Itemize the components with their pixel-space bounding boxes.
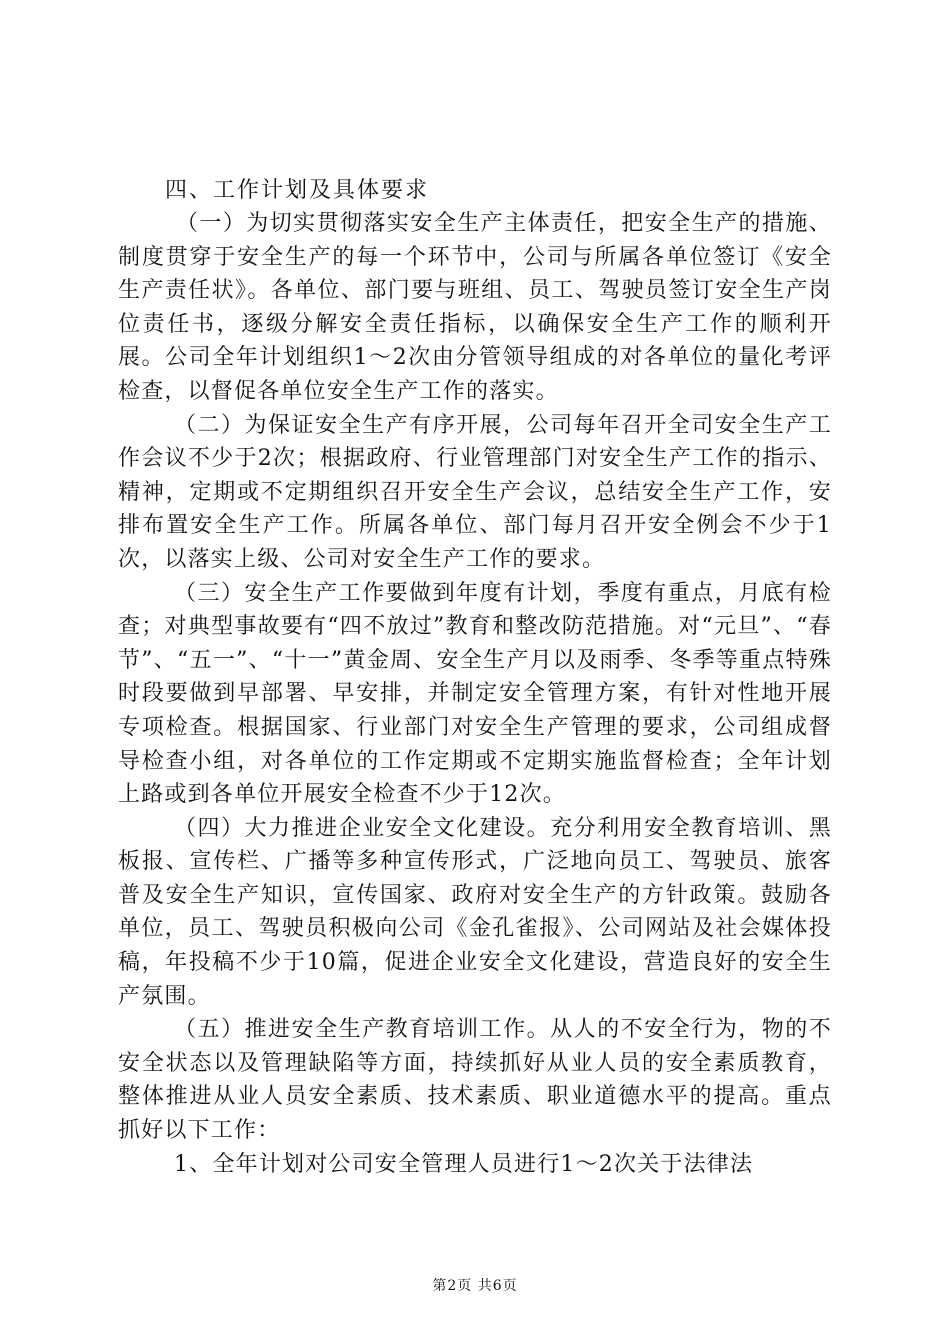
- paragraph-5: （五）推进安全生产教育培训工作。从人的不安全行为，物的不安全状态以及管理缺陷等方面，持续抓好从业人员的安全素质教育，整体推进从业人员安全素质、技术素质、职业道德水平的提高。重点抓好以下工作：: [118, 1017, 832, 1144]
- page-number-footer: 第2页 共6页: [432, 1278, 518, 1294]
- paragraph-3: （三）安全生产工作要做到年度有计划，季度有重点，月底有检查；对典型事故要有“四不放过”教育和整改防范措施。对“元旦”、“春节”、“五一”、“十一”黄金周、安全生产月以及雨季、冬季等重点特殊时段要做到早部署、早安排，并制定安全管理方案，有针对性地开展专项检查。根据国家、行业部门对安全生产管理的要求，公司组成督导检查小组，对各单位的工作定期或不定期实施监督检查；全年计划上路或到各单位开展安全检查不少于12次。: [118, 580, 832, 808]
- document-body: [118, 174, 832, 1181]
- paragraph-2: （二）为保证安全生产有序开展，公司每年召开全司安全生产工作会议不少于2次；根据政府、行业管理部门对安全生产工作的指示、精神，定期或不定期组织召开安全生产会议，总结安全生产工作，安排布置安全生产工作。所属各单位、部门每月召开安全例会不少于1次，以落实上级、公司对安全生产工作的要求。: [118, 412, 832, 572]
- section-heading: 四、工作计划及具体要求: [165, 178, 430, 203]
- paragraph-1: （一）为切实贯彻落实安全生产主体责任，把安全生产的措施、制度贯穿于安全生产的每一个环节中，公司与所属各单位签订《安全生产责任状》。各单位、部门要与班组、员工、驾驶员签订安全生产岗位责任书，逐级分解安全责任指标，以确保安全生产工作的顺利开展。公司全年计划组织1～2次由分管领导组成的对各单位的量化考评检查，以督促各单位安全生产工作的落实。: [118, 211, 832, 404]
- paragraph-4: （四）大力推进企业安全文化建设。充分利用安全教育培训、黑板报、宣传栏、广播等多种宣传形式，广泛地向员工、驾驶员、旅客普及安全生产知识，宣传国家、政府对安全生产的方针政策。鼓励各单位，员工、驾驶员积极向公司《金孔雀报》、公司网站及社会媒体投稿，年投稿不少于10篇，促进企业安全文化建设，营造良好的安全生产氛围。: [118, 815, 832, 1009]
- paragraph-6: 1、全年计划对公司安全管理人员进行1～2次关于法律法: [174, 1151, 754, 1177]
